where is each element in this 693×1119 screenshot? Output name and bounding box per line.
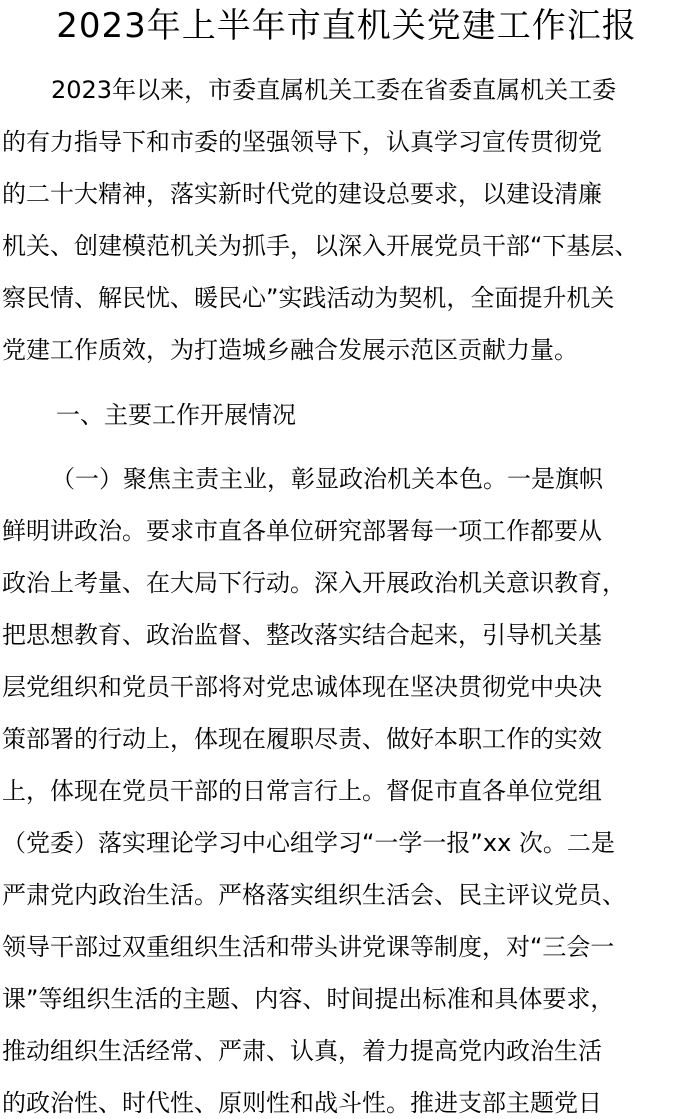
text-line: 策部署的行动上，体现在履职尽责、做好本职工作的实效 bbox=[2, 725, 602, 753]
text-line: 鲜明讲政治。要求市直各单位研究部署每一项工作都要从 bbox=[2, 517, 602, 545]
text-line: 的二十大精神，落实新时代党的建设总要求，以建设清廉 bbox=[2, 180, 602, 208]
text-line: 机关、创建模范机关为抓手，以深入开展党员干部“下基层、 bbox=[2, 232, 639, 260]
document-title: 2023年上半年市直机关党建工作汇报 bbox=[56, 6, 637, 46]
text-line: 政治上考量、在大局下行动。深入开展政治机关意识教育， bbox=[2, 569, 626, 597]
text-line: 推动组织生活经常、严肃、认真，着力提高党内政治生活 bbox=[2, 1037, 602, 1065]
text-line: 党建工作质效，为打造城乡融合发展示范区贡献力量。 bbox=[2, 336, 578, 364]
text-line: 把思想教育、政治监督、整改落实结合起来，引导机关基 bbox=[2, 621, 602, 649]
text-line: （一）聚焦主责主业，彰显政治机关本色。一是旗帜 bbox=[51, 465, 603, 493]
text-line: 2023年以来，市委直属机关工委在省委直属机关工委 bbox=[51, 76, 617, 104]
section-heading: 一、主要工作开展情况 bbox=[56, 401, 296, 429]
text-line: 上，体现在党员干部的日常言行上。督促市直各单位党组 bbox=[2, 777, 602, 805]
text-line: 严肃党内政治生活。严格落实组织生活会、民主评议党员、 bbox=[2, 881, 626, 909]
text-line: 察民情、解民忧、暖民心”实践活动为契机，全面提升机关 bbox=[2, 284, 615, 312]
text-line: 的政治性、时代性、原则性和战斗性。推进支部主题党日 bbox=[2, 1089, 602, 1117]
text-line: （党委）落实理论学习中心组学习“一学一报”xx 次。二是 bbox=[2, 829, 615, 857]
text-line: 的有力指导下和市委的坚强领导下，认真学习宣传贯彻党 bbox=[2, 128, 602, 156]
text-line: 领导干部过双重组织生活和带头讲党课等制度，对“三会一 bbox=[2, 933, 615, 961]
text-line: 课”等组织生活的主题、内容、时间提出标准和具体要求， bbox=[2, 985, 615, 1013]
text-line: 层党组织和党员干部将对党忠诚体现在坚决贯彻党中央决 bbox=[2, 673, 602, 701]
